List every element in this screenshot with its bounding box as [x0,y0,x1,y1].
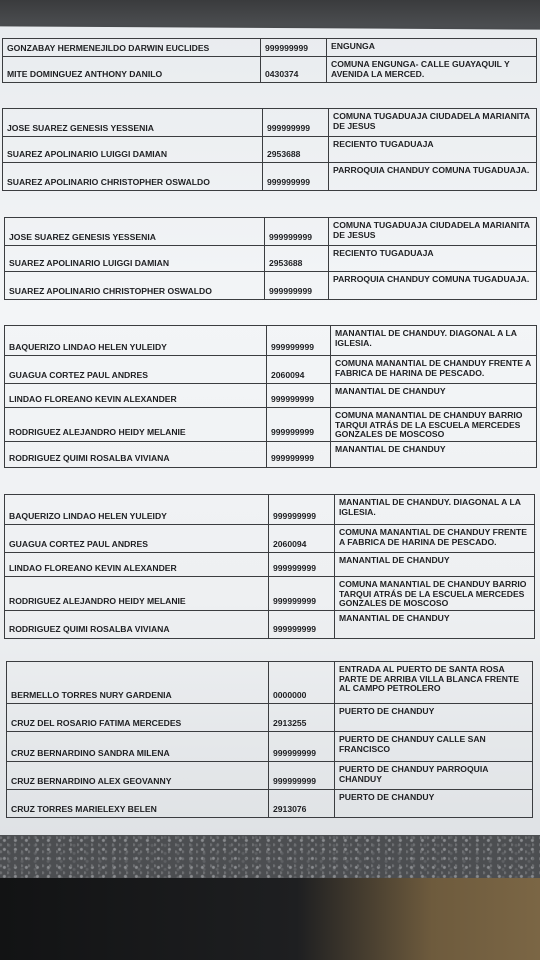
name-cell: SUAREZ APOLINARIO CHRISTOPHER OSWALDO [3,163,263,191]
data-table [6,661,533,818]
name-cell: MITE DOMINGUEZ ANTHONY DANILO [3,57,261,83]
table-row [5,577,535,611]
name-cell: BAQUERIZO LINDAO HELEN YULEIDY [5,326,267,356]
table-row [5,326,537,356]
data-table [2,108,537,191]
name-cell: RODRIGUEZ QUIMI ROSALBA VIVIANA [5,441,267,467]
phone-cell: 999999999 [263,163,329,191]
address-cell: COMUNA ENGUNGA- CALLE GUAYAQUIL Y AVENIDA LA MERCED. [327,57,537,83]
address-cell: PUERTO DE CHANDUY [335,704,533,732]
data-table [2,38,537,83]
name-cell: SUAREZ APOLINARIO LUIGGI DAMIAN [5,246,265,272]
table-row [3,109,537,137]
phone-cell: 2953688 [265,246,329,272]
phone-cell: 2060094 [267,356,331,384]
phone-cell: 0430374 [261,57,327,83]
address-cell: RECIENTO TUGADUAJA [329,246,537,272]
address-cell: ENGUNGA [327,39,537,57]
phone-cell: 2060094 [269,525,335,553]
name-cell: LINDAO FLOREANO KEVIN ALEXANDER [5,553,269,577]
address-cell: RECIENTO TUGADUAJA [329,137,537,163]
address-cell: MANANTIAL DE CHANDUY [335,553,535,577]
phone-cell: 2913076 [269,790,335,818]
name-cell: JOSE SUAREZ GENESIS YESSENIA [3,109,263,137]
phone-cell: 999999999 [269,610,335,638]
name-cell: SUAREZ APOLINARIO CHRISTOPHER OSWALDO [5,272,265,300]
address-cell: MANANTIAL DE CHANDUY. DIAGONAL A LA IGLESIA. [335,495,535,525]
table-row [5,356,537,384]
table-row [3,163,537,191]
address-cell: PARROQUIA CHANDUY COMUNA TUGADUAJA. [329,163,537,191]
table-row [7,662,533,704]
table-row [5,553,535,577]
table-row [5,525,535,553]
table-row [5,408,537,442]
data-table [4,217,537,300]
table-row [7,732,533,762]
table-row [5,246,537,272]
name-cell: LINDAO FLOREANO KEVIN ALEXANDER [5,384,267,408]
phone-cell: 999999999 [267,326,331,356]
address-cell: MANANTIAL DE CHANDUY [331,384,537,408]
phone-cell: 2913255 [269,704,335,732]
name-cell: BERMELLO TORRES NURY GARDENIA [7,662,269,704]
data-table [4,494,535,639]
phone-cell: 999999999 [265,272,329,300]
address-cell: PARROQUIA CHANDUY COMUNA TUGADUAJA. [329,272,537,300]
table-row [7,790,533,818]
phone-cell: 999999999 [269,553,335,577]
address-cell: PUERTO DE CHANDUY [335,790,533,818]
granite-countertop [0,835,540,880]
name-cell: GONZABAY HERMENEJILDO DARWIN EUCLIDES [3,39,261,57]
phone-cell: 999999999 [269,732,335,762]
table-row [7,762,533,790]
address-cell: PUERTO DE CHANDUY PARROQUIA CHANDUY [335,762,533,790]
name-cell: GUAGUA CORTEZ PAUL ANDRES [5,356,267,384]
table-row [3,57,537,83]
name-cell: CRUZ DEL ROSARIO FATIMA MERCEDES [7,704,269,732]
name-cell: BAQUERIZO LINDAO HELEN YULEIDY [5,495,269,525]
table-row [7,704,533,732]
address-cell: COMUNA MANANTIAL DE CHANDUY FRENTE A FABRICA DE HARINA DE PESCADO. [335,525,535,553]
data-table [4,325,537,468]
phone-cell: 999999999 [269,577,335,611]
name-cell: CRUZ BERNARDINO SANDRA MILENA [7,732,269,762]
name-cell: CRUZ TORRES MARIELEXY BELEN [7,790,269,818]
name-cell: RODRIGUEZ ALEJANDRO HEIDY MELANIE [5,408,267,442]
floor-background [0,878,540,960]
address-cell: COMUNA MANANTIAL DE CHANDUY BARRIO TARQUI ATRÁS DE LA ESCUELA MERCEDES GONZALES DE MOSCOSO [331,408,537,442]
address-cell: MANANTIAL DE CHANDUY [335,610,535,638]
table-row [3,39,537,57]
name-cell: JOSE SUAREZ GENESIS YESSENIA [5,218,265,246]
address-cell: COMUNA MANANTIAL DE CHANDUY BARRIO TARQUI ATRÁS DE LA ESCUELA MERCEDES GONZALES DE MOSCOSO [335,577,535,611]
phone-cell: 999999999 [269,762,335,790]
address-cell: COMUNA TUGADUAJA CIUDADELA MARIANITA DE JESUS [329,218,537,246]
table-row [5,495,535,525]
phone-cell: 999999999 [267,384,331,408]
phone-cell: 2953688 [263,137,329,163]
table-row [3,137,537,163]
name-cell: RODRIGUEZ ALEJANDRO HEIDY MELANIE [5,577,269,611]
table-row [5,218,537,246]
name-cell: RODRIGUEZ QUIMI ROSALBA VIVIANA [5,610,269,638]
table-row [5,610,535,638]
phone-cell: 999999999 [261,39,327,57]
phone-cell: 999999999 [267,441,331,467]
name-cell: SUAREZ APOLINARIO LUIGGI DAMIAN [3,137,263,163]
address-cell: MANANTIAL DE CHANDUY. DIAGONAL A LA IGLESIA. [331,326,537,356]
table-row [5,272,537,300]
phone-cell: 0000000 [269,662,335,704]
phone-cell: 999999999 [267,408,331,442]
name-cell: CRUZ BERNARDINO ALEX GEOVANNY [7,762,269,790]
phone-cell: 999999999 [265,218,329,246]
address-cell: PUERTO DE CHANDUY CALLE SAN FRANCISCO [335,732,533,762]
table-row [5,384,537,408]
name-cell: GUAGUA CORTEZ PAUL ANDRES [5,525,269,553]
phone-cell: 999999999 [263,109,329,137]
address-cell: ENTRADA AL PUERTO DE SANTA ROSA PARTE DE ARRIBA VILLA BLANCA FRENTE AL CAMPO PETROLERO [335,662,533,704]
address-cell: MANANTIAL DE CHANDUY [331,441,537,467]
address-cell: COMUNA MANANTIAL DE CHANDUY FRENTE A FABRICA DE HARINA DE PESCADO. [331,356,537,384]
phone-cell: 999999999 [269,495,335,525]
address-cell: COMUNA TUGADUAJA CIUDADELA MARIANITA DE JESUS [329,109,537,137]
table-row [5,441,537,467]
